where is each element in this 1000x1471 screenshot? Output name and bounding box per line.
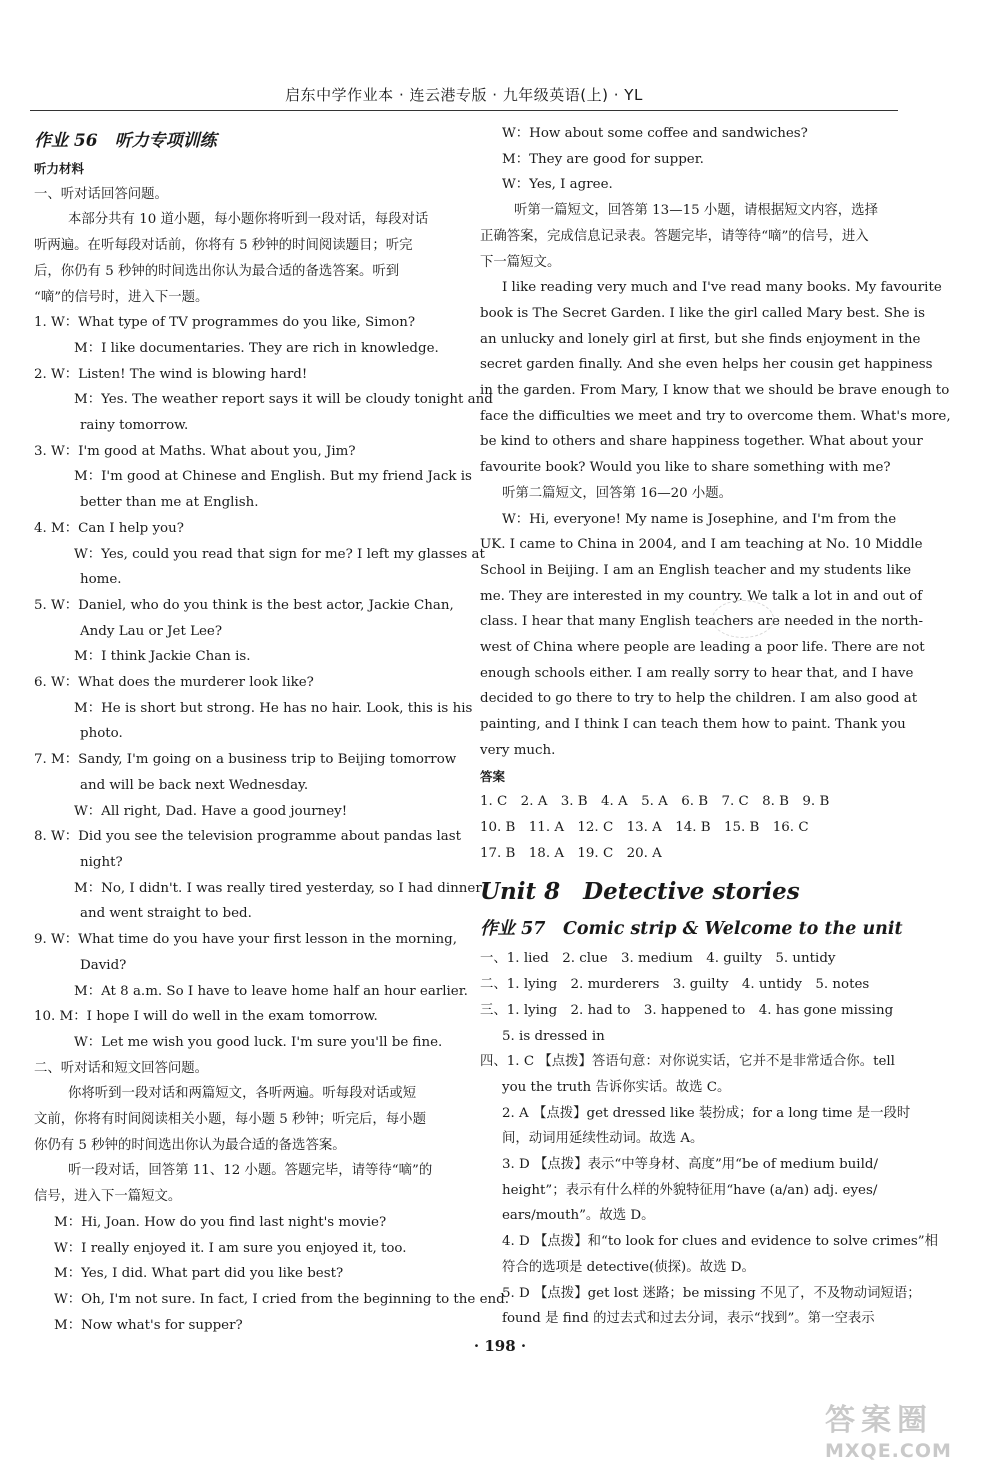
part1-instruction: 后，你仍有 5 秒钟的时间选出你认为最合适的备选答案。听到	[34, 263, 400, 279]
dialogue-line: 3. W：I'm good at Maths. What about you, Jim?	[34, 443, 356, 459]
dialogue-line: M：They are good for supper.	[502, 151, 704, 167]
part2-instruction: 听一段对话，回答第 11、12 小题。答题完毕，请等待“嘀”的	[68, 1163, 433, 1179]
passage-line: class. I hear that many English teachers are needed in the north-	[480, 614, 923, 630]
dialogue-line: W：Yes, I agree.	[502, 177, 613, 193]
part2-instruction: 文前，你将有时间阅读相关小题，每小题 5 秒钟；听完后，每小题	[34, 1112, 426, 1128]
dialogue-line: M：Hi, Joan. How do you find last night's movie?	[54, 1214, 387, 1230]
part1-heading: 一、听对话回答问题。	[34, 186, 168, 202]
answers-label: 答案	[480, 768, 506, 784]
answer-line: 10. B 11. A 12. C 13. A 14. B 15. B 16. C	[480, 819, 809, 835]
part2-instruction: 你仍有 5 秒钟的时间选出你认为最合适的备选答案。	[34, 1137, 346, 1153]
part1-instruction: 听两遍。在听每段对话前，你将有 5 秒钟的时间阅读题目；听完	[34, 238, 413, 254]
right-column	[480, 121, 951, 1332]
dialogue-line: W：I really enjoyed it. I am sure you enjoyed it, too.	[54, 1240, 407, 1256]
dialogue-line: home.	[80, 572, 122, 588]
dialogue-line: M：He is short but strong. He has no hair. Look, this is his	[74, 700, 473, 716]
exercise-line: 4. D 【点拨】和“to look for clues and evidence to solve crimes”相	[502, 1234, 939, 1250]
dialogue-line: better than me at English.	[80, 495, 259, 511]
exercise-line: 3. D 【点拨】表示“中等身材、高度”用“be of medium build/	[502, 1157, 878, 1173]
exercise-line: 四、1. C 【点拨】答语句意：对你说实话，它并不是非常适合你。tell	[480, 1054, 895, 1070]
exercise-line: 间，动词用延续性动词。故选 A。	[502, 1131, 704, 1147]
dialogue-line: 10. M：I hope I will do well in the exam tomorrow.	[34, 1009, 378, 1025]
passage-line: be kind to others and share happiness together. What about your	[480, 434, 923, 450]
exercise-line: 5. D 【点拨】get lost 迷路；be missing 不见了，不及物动词短语；	[502, 1285, 921, 1301]
passage-line: enough schools either. I am really sorry to hear that, and I have	[480, 665, 914, 681]
dialogue-line: 7. M：Sandy, I'm going on a business trip to Beijing tomorrow	[34, 752, 457, 768]
passage-line: favourite book? Would you like to share something with me?	[480, 460, 891, 476]
passage-line: W：Hi, everyone! My name is Josephine, and I'm from the	[502, 511, 897, 527]
watermark-logo	[825, 1402, 995, 1468]
section-title-56: 作业 56 听力专项训练	[34, 131, 217, 151]
answer-line: 1. C 2. A 3. B 4. A 5. A 6. B 7. C 8. B 9. B	[480, 794, 830, 810]
passage-line: I like reading very much and I've read many books. My favourite	[502, 280, 942, 296]
dialogue-line: W：Let me wish you good luck. I'm sure you'll be fine.	[74, 1034, 443, 1050]
dialogue-line: Andy Lau or Jet Lee?	[80, 623, 223, 639]
passage-line: UK. I came to China in 2004, and I am teaching at No. 10 Middle	[480, 537, 923, 553]
dialogue-line: M：I'm good at Chinese and English. But my friend Jack is	[74, 469, 472, 485]
dialogue-line: 8. W：Did you see the television programme about pandas last	[34, 829, 461, 845]
part2-heading: 二、听对话和短文回答问题。	[34, 1060, 209, 1076]
dialogue-line: M：At 8 a.m. So I have to leave home half an hour earlier.	[74, 983, 468, 999]
dialogue-line: M：No, I didn't. I was really tired yesterday, so I had dinner	[74, 880, 482, 896]
exercise-line: you the truth 告诉你实话。故选 C。	[502, 1079, 731, 1095]
dialogue-line: 6. W：What does the murderer look like?	[34, 675, 314, 691]
passage-line: secret garden finally. And she even helps her cousin get happiness	[480, 357, 933, 373]
passage-line: painting, and I think I can teach them how to paint. Thank you	[480, 717, 906, 733]
dialogue-line: and went straight to bed.	[80, 906, 252, 922]
exercise-line: 三、1. lying 2. had to 3. happened to 4. has gone missing	[480, 1002, 894, 1018]
unit-title: Unit 8 Detective stories	[480, 878, 800, 906]
watermark-url: MXQE.COM	[825, 1440, 952, 1462]
part2-instruction: 你将听到一段对话和两篇短文，各听两遍。听每段对话或短	[68, 1086, 417, 1102]
dialogue-line: rainy tomorrow.	[80, 418, 189, 434]
passage-line: me. They are interested in my country. We talk a lot in and out of	[480, 588, 923, 604]
dialogue-line: W：All right, Dad. Have a good journey!	[74, 803, 348, 819]
passage1-instruction: 下一篇短文。	[480, 254, 561, 270]
dialogue-line: 9. W：What time do you have your first lesson in the morning,	[34, 932, 458, 948]
watermark-text: 答案圈	[825, 1403, 933, 1438]
dialogue-line: photo.	[80, 726, 123, 742]
exercise-line: found 是 find 的过去式和过去分词，表示“找到”。第一空表示	[502, 1311, 875, 1327]
passage-line: decided to go there to try to help the children. I am also good at	[480, 691, 918, 707]
left-column	[34, 128, 509, 1338]
dialogue-line: night?	[80, 854, 123, 870]
part1-instruction: 本部分共有 10 道小题，每小题你将听到一段对话，每段对话	[68, 212, 429, 228]
passage-line: west of China where people are leading a poor life. There are not	[480, 640, 925, 656]
lesson-title: 作业 57 Comic strip & Welcome to the unit	[480, 919, 903, 940]
exercise-line: 2. A 【点拨】get dressed like 装扮成；for a long time 是一段时	[502, 1105, 911, 1121]
passage1-instruction: 正确答案，完成信息记录表。答题完毕，请等待“嘀”的信号，进入	[480, 228, 869, 244]
exercise-line: 符合的选项是 detective(侦探)。故选 D。	[502, 1259, 755, 1275]
part1-instruction: “嘀”的信号时，进入下一题。	[34, 289, 209, 305]
material-label: 听力材料	[34, 161, 85, 176]
page-number: · 198 ·	[473, 1337, 527, 1355]
exercise-line: 一、1. lied 2. clue 3. medium 4. guilty 5. untidy	[480, 951, 836, 967]
dialogue-line: W：How about some coffee and sandwiches?	[502, 126, 808, 141]
dialogue-line: 2. W：Listen! The wind is blowing hard!	[34, 366, 308, 382]
dialogue-line: M：Yes, I did. What part did you like best?	[54, 1266, 344, 1282]
dialogue-line: M：Yes. The weather report says it will be cloudy tonight and	[74, 392, 493, 408]
dialogue-line: 5. W：Daniel, who do you think is the best actor, Jackie Chan,	[34, 597, 454, 613]
dialogue-line: M：I think Jackie Chan is.	[74, 649, 251, 665]
passage1-instruction: 听第一篇短文，回答第 13—15 小题，请根据短文内容，选择	[514, 203, 878, 219]
dialogue-line: David?	[80, 957, 127, 973]
exercise-line: 5. is dressed in	[502, 1028, 605, 1044]
exercise-line: height”；表示有什么样的外貌特征用“have (a/an) adj. eyes/	[502, 1182, 878, 1198]
dialogue-line: and will be back next Wednesday.	[80, 777, 309, 793]
dialogue-line: 4. M：Can I help you?	[34, 520, 184, 536]
passage-line: very much.	[480, 742, 556, 758]
dialogue-line: M：Now what's for supper?	[54, 1317, 243, 1333]
passage-line: School in Beijing. I am an English teacher and my students like	[480, 562, 912, 578]
passage-line: book is The Secret Garden. I like the girl called Mary best. She is	[480, 305, 925, 321]
dialogue-line: W：Oh, I'm not sure. In fact, I cried from the beginning to the end.	[54, 1291, 509, 1307]
passage2-instruction: 听第二篇短文，回答第 16—20 小题。	[502, 485, 733, 501]
dialogue-line: W：Yes, could you read that sign for me? I left my glasses at	[74, 546, 485, 562]
dialogue-line: M：I like documentaries. They are rich in knowledge.	[74, 340, 439, 356]
dialogue-line: 1. W：What type of TV programmes do you like, Simon?	[34, 315, 415, 331]
exercise-line: 二、1. lying 2. murderers 3. guilty 4. untidy 5. notes	[480, 977, 870, 993]
stamp-mark	[712, 600, 774, 638]
answer-line: 17. B 18. A 19. C 20. A	[480, 845, 662, 861]
exercise-line: ears/mouth”。故选 D。	[502, 1208, 655, 1224]
running-header: 启东中学作业本 · 连云港专版 · 九年级英语(上) · YL	[30, 84, 898, 111]
passage-line: in the garden. From Mary, I know that we should be brave enough to	[480, 383, 950, 399]
passage-line: face the difficulties we meet and try to overcome them. What's more,	[480, 408, 951, 424]
passage-line: an unlucky and lonely girl at first, but she finds enjoyment in the	[480, 331, 921, 347]
part2-instruction: 信号，进入下一篇短文。	[34, 1189, 182, 1205]
